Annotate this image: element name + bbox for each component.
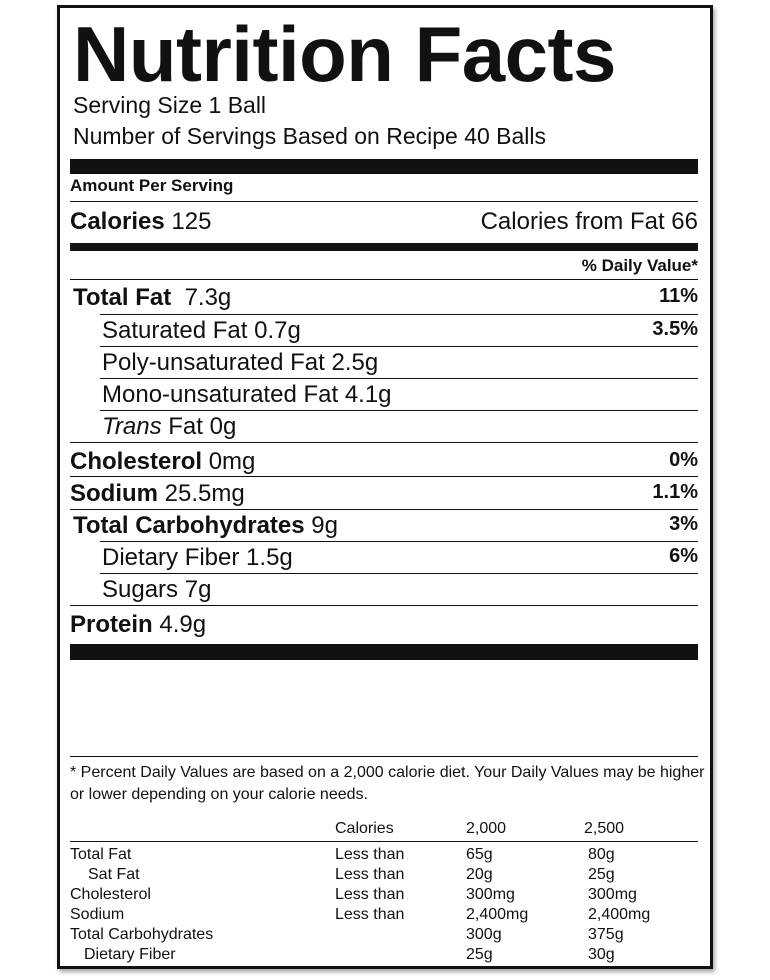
row-name: Total Carbohydrates [70, 926, 214, 943]
row-value-2000: 300mg [466, 886, 515, 903]
nutrient-amount: 0g [209, 413, 237, 440]
row-value-2500: 2,400mg [588, 906, 651, 923]
nutrient-amount: 25.5mg [164, 480, 245, 507]
row-name: Sat Fat [88, 866, 140, 883]
table-row [70, 945, 698, 965]
nutrient-name: Poly-unsaturated Fat [102, 349, 325, 376]
row-value-2000: 300g [466, 926, 502, 943]
nutrient-row-trans-fat [70, 410, 698, 442]
divider [70, 201, 698, 202]
table-row [70, 925, 698, 945]
nutrient-amount: 1.5g [246, 544, 293, 571]
nutrient-row-total-fat [70, 281, 698, 313]
divider [70, 279, 698, 280]
table-row [70, 865, 698, 885]
row-value-2000: 2,400mg [466, 906, 529, 923]
nutrient-name: Total Fat [73, 284, 172, 311]
divider [70, 756, 698, 757]
nutrient-name: Cholesterol [70, 448, 203, 475]
nutrient-amount: 2.5g [331, 349, 379, 376]
nutrient-name: Mono-unsaturated Fat [102, 381, 339, 408]
footnote: * Percent Daily Values are based on a 2,000 calorie diet. Your Daily Values may be higher or lower depending on your calorie needs. [70, 764, 705, 803]
serving-size: Serving Size 1 Ball [73, 92, 267, 118]
calories-value: 125 [171, 208, 212, 235]
nutrient-row-poly-fat [70, 346, 698, 378]
daily-value-header: % Daily Value* [581, 256, 698, 275]
nutrient-row-sodium [70, 477, 698, 509]
row-value-2000: 25g [466, 946, 493, 963]
row-name: Dietary Fiber [84, 946, 176, 963]
medium-divider [70, 243, 698, 251]
row-name: Cholesterol [70, 886, 151, 903]
nutrient-amount: 7.3g [184, 284, 232, 311]
nutrient-daily-value: 1.1% [652, 481, 698, 503]
reference-table-header [70, 819, 698, 843]
nutrient-amount: 4.1g [344, 381, 392, 408]
row-name: Total Fat [70, 846, 132, 863]
nutrient-name-rest: Fat [168, 413, 203, 440]
nutrient-row-mono-fat [70, 378, 698, 410]
row-value-2500: 30g [588, 946, 615, 963]
nutrient-name: Trans [102, 413, 162, 440]
header-2500: 2,500 [584, 820, 625, 837]
row-value-2500: 300mg [588, 886, 637, 903]
calories-row [70, 206, 698, 240]
nutrient-amount: 0.7g [254, 317, 301, 344]
row-name: Sodium [70, 906, 125, 923]
row-value-2000: 65g [466, 846, 493, 863]
calories-label: Calories [70, 208, 165, 235]
nutrient-name: Sugars [102, 576, 179, 603]
nutrient-daily-value: 0% [669, 449, 698, 471]
divider [70, 841, 698, 842]
divider [70, 605, 698, 606]
nutrient-daily-value: 3.5% [652, 318, 698, 340]
label-title: Nutrition Facts [73, 10, 616, 98]
nutrient-amount: 4.9g [159, 611, 207, 638]
thick-divider [70, 159, 698, 174]
nutrient-amount: 0mg [208, 448, 256, 475]
divider [70, 442, 698, 443]
row-value-2500: 25g [588, 866, 615, 883]
nutrient-row-saturated-fat [70, 314, 698, 346]
nutrient-name: Saturated Fat [102, 317, 248, 344]
thick-divider [70, 644, 698, 660]
row-qualifier: Less than [335, 866, 405, 883]
nutrient-name: Protein [70, 611, 153, 638]
nutrient-name: Sodium [70, 480, 158, 507]
header-2000: 2,000 [466, 820, 507, 837]
row-value-2500: 80g [588, 846, 615, 863]
nutrient-amount: 9g [311, 512, 338, 539]
row-qualifier: Less than [335, 886, 405, 903]
table-row [70, 885, 698, 905]
row-value-2500: 375g [588, 926, 624, 943]
nutrient-row-sugars [70, 573, 698, 605]
header-calories: Calories [335, 820, 394, 837]
row-qualifier: Less than [335, 846, 405, 863]
nutrient-row-protein [70, 608, 698, 640]
nutrient-row-total-carbohydrates [70, 509, 698, 541]
nutrient-daily-value: 3% [669, 513, 698, 535]
amount-per-serving: Amount Per Serving [70, 176, 234, 195]
nutrient-name: Dietary Fiber [102, 544, 240, 571]
calories-from-fat: Calories from Fat 66 [480, 208, 698, 235]
nutrient-name: Total Carbohydrates [73, 512, 305, 539]
table-row [70, 845, 698, 865]
row-value-2000: 20g [466, 866, 493, 883]
nutrient-row-dietary-fiber [70, 541, 698, 573]
table-row [70, 905, 698, 925]
nutrient-daily-value: 6% [669, 545, 698, 567]
nutrient-row-cholesterol [70, 445, 698, 477]
nutrient-amount: 7g [184, 576, 212, 603]
nutrient-daily-value: 11% [659, 285, 698, 307]
row-qualifier: Less than [335, 906, 405, 923]
servings-per-recipe: Number of Servings Based on Recipe 40 Balls [73, 123, 547, 149]
